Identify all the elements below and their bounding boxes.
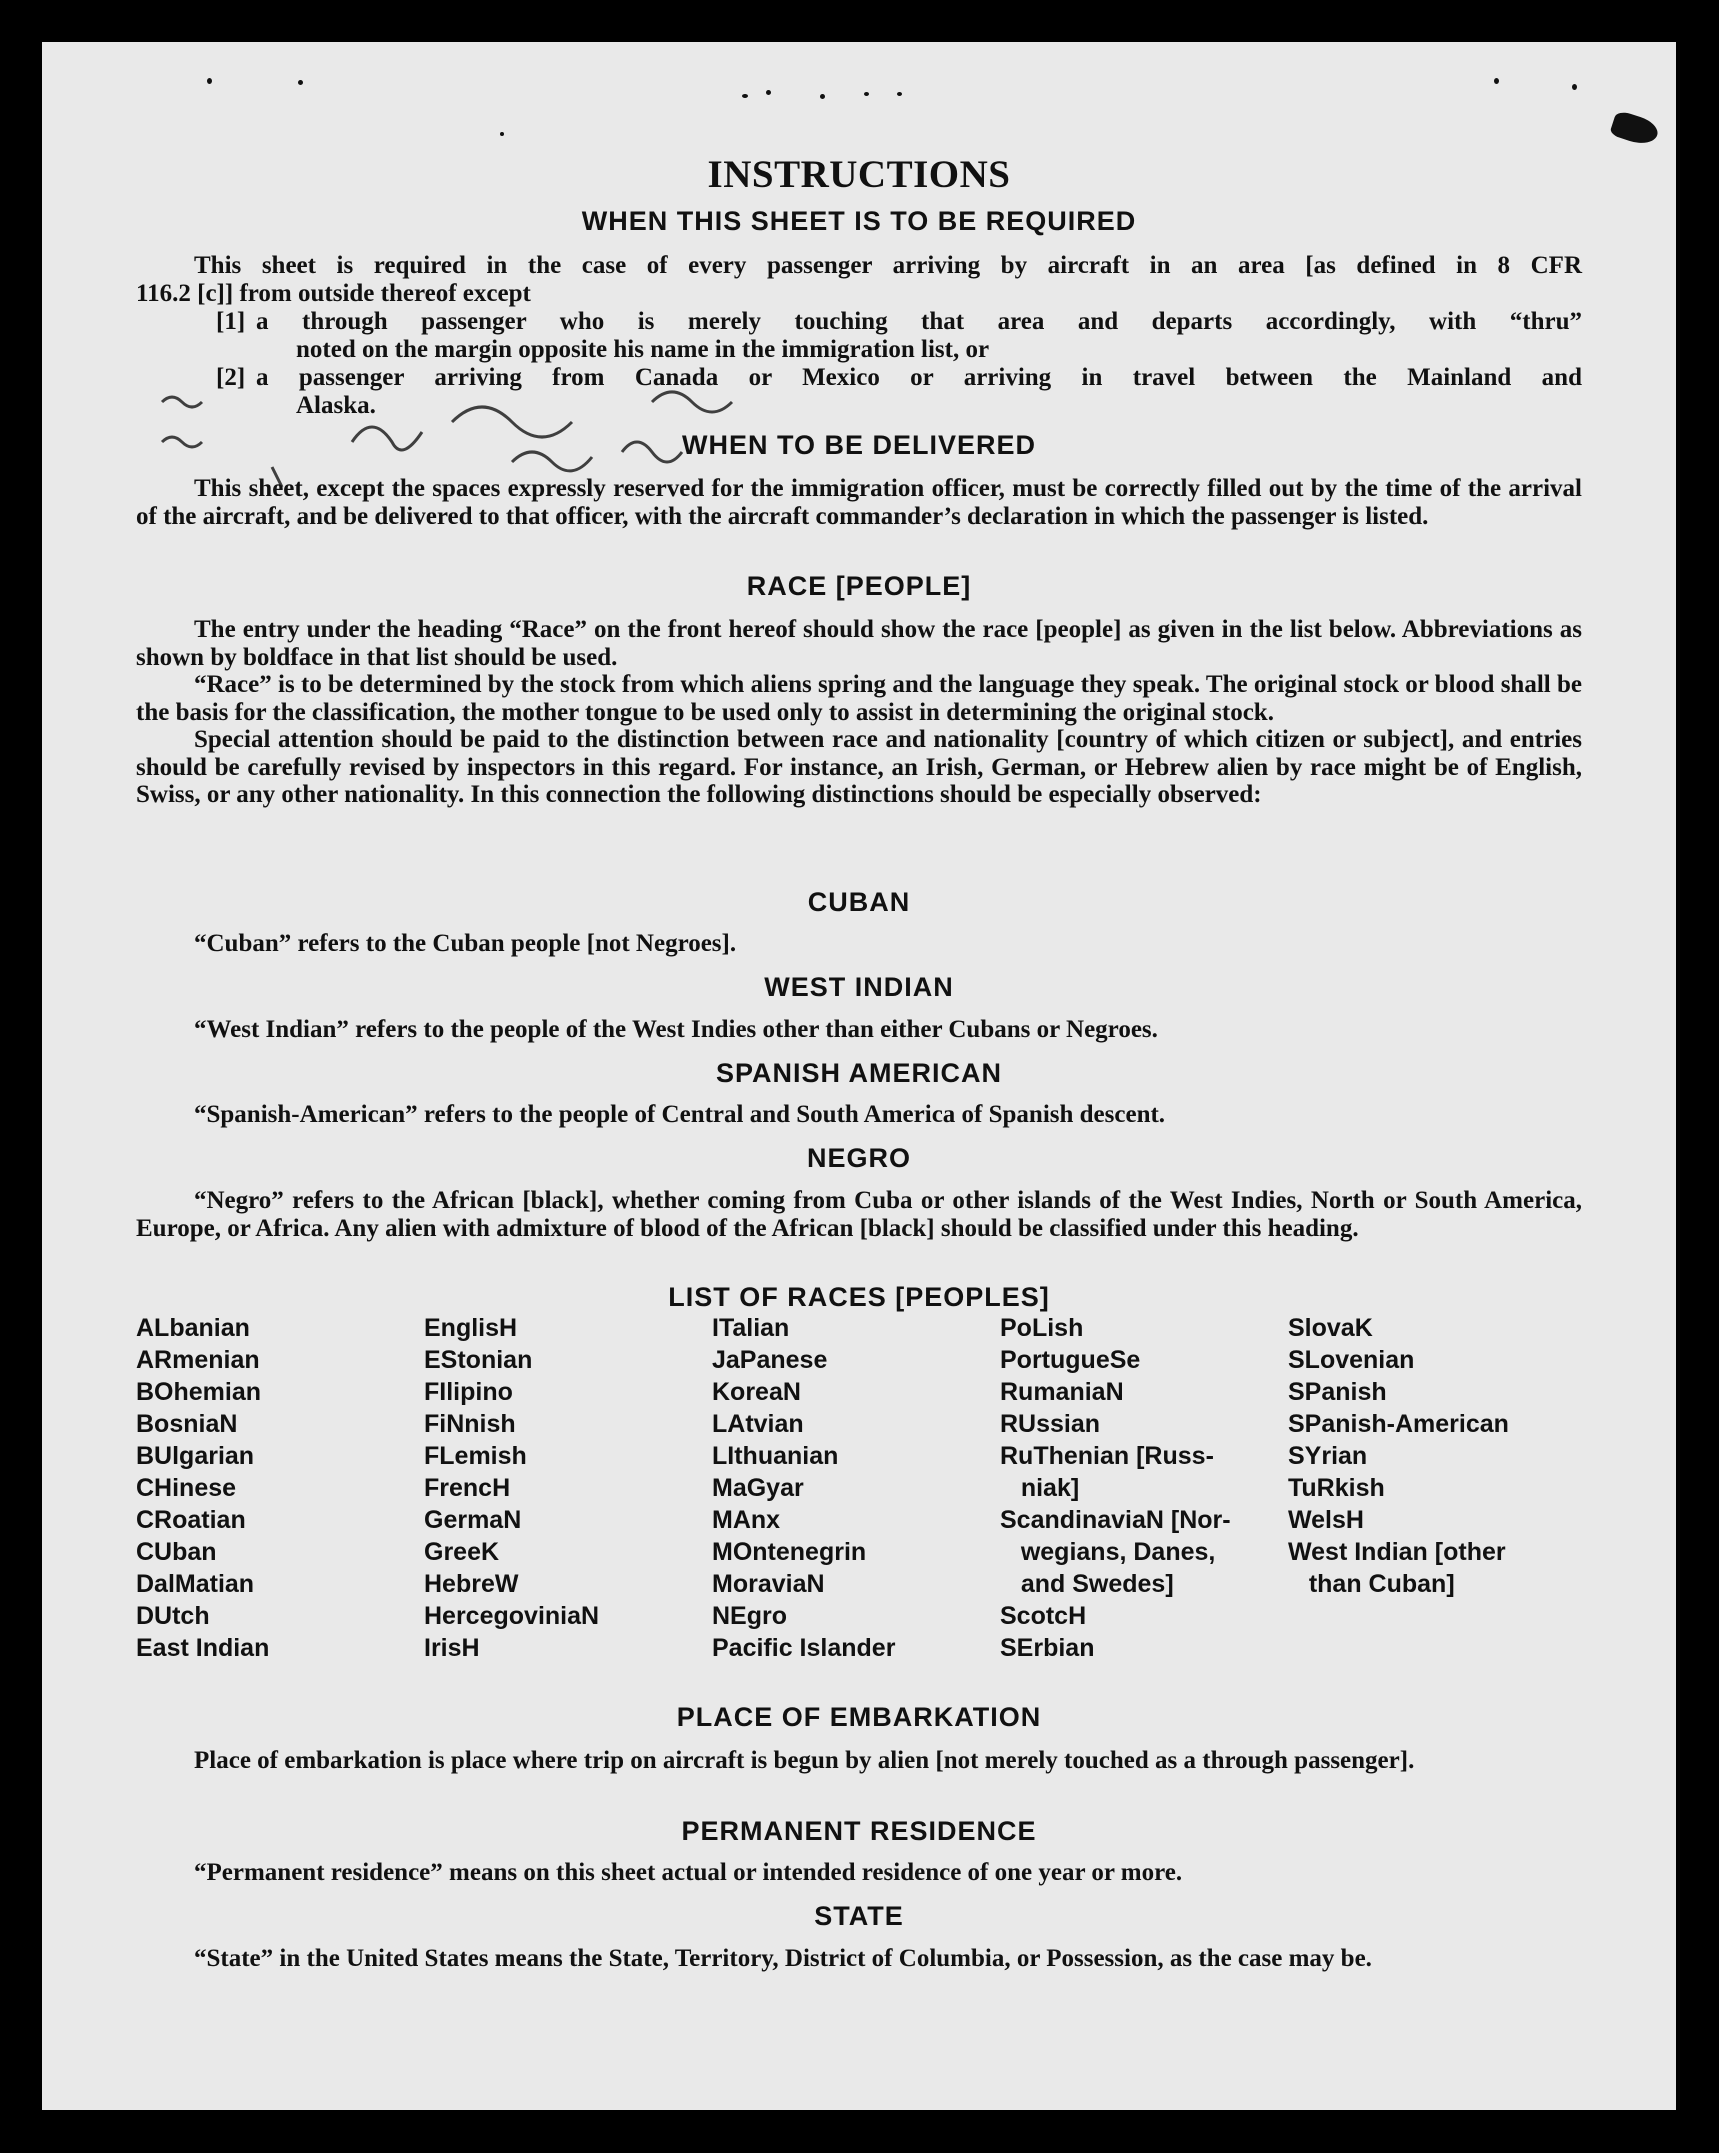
exception-item-2 [216,364,1582,419]
ink-speck [820,94,825,99]
race-entry: FiNnish [424,1410,516,1438]
exception-item-text: a through passenger who is merely touching that area and departs accordingly, with “thru” [256,308,1582,335]
race-entry: CHinese [136,1474,237,1502]
heading-cuban: CUBAN [807,887,911,917]
ink-speck [500,132,504,136]
race-entry: DUtch [136,1602,210,1630]
race-entry: SlovaK [1288,1314,1373,1342]
paragraph-text: “Race” is to be determined by the stock from which aliens spring and the language they speak. The original stock or blood shall be the basis for the classification, the mother tongue to be used only to assist in determining the original stock. [136,671,1582,726]
paragraph-text: This sheet, except the spaces expressly reserved for the immigration officer, must be correctly filled out by the time of the arrival of the aircraft, and be delivered to that officer, with the aircraft commander’s declaration in which the passenger is listed. [136,475,1582,530]
paragraph-text: “Negro” refers to the African [black], whether coming from Cuba or other islands of the West Indies, North or South America, Europe, or Africa. Any alien with admixture of blood of the African [black] should be classified under this heading. [136,1187,1582,1242]
ink-speck [1572,84,1577,90]
races-list [136,1312,1616,1712]
race-entry: Pacific Islander [712,1634,896,1662]
negro-paragraph [136,1187,1582,1242]
heading-list-of-races: LIST OF RACES [PEOPLES] [668,1282,1050,1312]
required-intro-line-1: This sheet is required in the case of every passenger arriving by aircraft in an area [as defined in 8 CFR [194,252,1582,279]
heading-place-of-embarkation: PLACE OF EMBARKATION [676,1702,1042,1732]
race-entry: SErbian [1000,1634,1095,1662]
race-entry: EStonian [424,1346,533,1374]
paragraph-text: Place of embarkation is place where trip on aircraft is begun by alien [not merely touched as a through passenger]. [194,1747,1415,1774]
race-entry: ARmenian [136,1346,260,1374]
race-entry: LAtvian [712,1410,804,1438]
delivered-paragraph [136,475,1582,530]
race-entry: JaPanese [712,1346,828,1374]
paragraph-text: “Permanent residence” means on this sheet actual or intended residence of one year or more. [194,1859,1183,1886]
race-entry: FrencH [424,1474,511,1502]
heading-state: STATE [814,1901,904,1931]
race-entry: ScotcH [1000,1602,1087,1630]
heading-when-delivered: WHEN TO BE DELIVERED [681,430,1037,460]
race-entry: ScandinaviaN [Nor- [1000,1506,1231,1534]
spanish-american-paragraph [136,1101,1582,1129]
race-entry: MAnx [712,1506,781,1534]
race-entry: KoreaN [712,1378,801,1406]
race-entry: MoraviaN [712,1570,825,1598]
exception-item-1 [216,308,1582,363]
ink-speck [742,94,748,98]
race-entry: East Indian [136,1634,270,1662]
paragraph-text: “Cuban” refers to the Cuban people [not Negroes]. [194,930,737,957]
race-entry: than Cuban] [1288,1570,1455,1598]
race-entry: TuRkish [1288,1474,1385,1502]
ink-blot [1609,110,1661,149]
race-entry: SPanish [1288,1378,1387,1406]
heading-west-indian: WEST INDIAN [764,972,954,1002]
races-column-3 [712,1312,1002,1664]
race-entry: MOntenegrin [712,1538,867,1566]
race-entry: CUban [136,1538,217,1566]
race-entry: GreeK [424,1538,500,1566]
races-column-4 [1000,1312,1290,1664]
paragraph-text: Special attention should be paid to the distinction between race and nationality [country of which citizen or subject], and entries should be carefully revised by inspectors in this regard. For instance, an Irish, German, or Hebrew alien by race might be of English, Swiss, or any other nationality. In this connection the following distinctions should be especially observed: [136,726,1582,808]
paragraph-text: The entry under the heading “Race” on the front hereof should show the race [people] as given in the list below. Abbreviations as shown by boldface in that list should be used. [136,616,1582,671]
heading-race: RACE [PEOPLE] [746,571,972,601]
race-entry: PoLish [1000,1314,1084,1342]
heading-when-required: WHEN THIS SHEET IS TO BE REQUIRED [581,206,1137,236]
race-entry: CRoatian [136,1506,246,1534]
ink-speck [897,92,902,96]
race-entry: IrisH [424,1634,480,1662]
race-entry: ALbanian [136,1314,250,1342]
cuban-paragraph [136,930,1582,958]
race-entry: BUlgarian [136,1442,255,1470]
exception-item-number: [2] [216,364,246,391]
exception-item-text: Alaska. [296,391,376,419]
race-entry: HebreW [424,1570,519,1598]
paragraph-text: “State” in the United States means the State, Territory, District of Columbia, or Possession, as the case may be. [194,1945,1372,1972]
embarkation-paragraph [136,1747,1582,1775]
ink-speck [298,80,303,85]
paragraph-text: “Spanish-American” refers to the people of Central and South America of Spanish descent. [194,1101,1166,1128]
race-entry: FIlipino [424,1378,513,1406]
heading-negro: NEGRO [806,1143,911,1173]
race-entry: PortugueSe [1000,1346,1141,1374]
exception-item-number: [1] [216,308,246,335]
exception-item-text: noted on the margin opposite his name in the immigration list, or [296,335,990,363]
race-entry: MaGyar [712,1474,804,1502]
document-page [42,42,1676,2110]
residence-paragraph [136,1859,1582,1887]
race-entry: EnglisH [424,1314,518,1342]
race-entry: RuThenian [Russ- [1000,1442,1214,1470]
ink-speck [1494,78,1499,84]
ink-speck [207,78,212,84]
race-entry: LIthuanian [712,1442,839,1470]
race-entry: SYrian [1288,1442,1368,1470]
race-entry: GermaN [424,1506,522,1534]
race-entry: BOhemian [136,1378,262,1406]
page-title: INSTRUCTIONS [707,153,1011,196]
paragraph-text: “West Indian” refers to the people of the West Indies other than either Cubans or Negroes. [194,1016,1158,1043]
heading-spanish-american: SPANISH AMERICAN [715,1058,1002,1088]
race-entry: DalMatian [136,1570,255,1598]
required-intro-line-2: 116.2 [c]] from outside thereof except [136,280,531,307]
west-indian-paragraph [136,1016,1582,1044]
race-entry: ITalian [712,1314,790,1342]
race-entry: SPanish-American [1288,1410,1509,1438]
race-entry: SLovenian [1288,1346,1415,1374]
heading-permanent-residence: PERMANENT RESIDENCE [681,1816,1037,1846]
ink-speck [766,90,771,95]
race-entry: RUssian [1000,1410,1101,1438]
race-entry: West Indian [other [1288,1538,1506,1566]
race-entry: wegians, Danes, [1000,1538,1216,1566]
races-column-1 [136,1312,426,1664]
race-entry: NEgro [712,1602,787,1630]
race-entry: FLemish [424,1442,527,1470]
races-column-5 [1288,1312,1578,1600]
race-entry: RumaniaN [1000,1378,1124,1406]
race-entry: niak] [1000,1474,1080,1502]
race-entry: HercegoviniaN [424,1602,600,1630]
race-paragraphs [136,616,1582,809]
ink-speck [864,92,869,96]
exception-item-text: a passenger arriving from Canada or Mexico or arriving in travel between the Mainland and [256,364,1582,391]
race-entry: BosniaN [136,1410,238,1438]
race-entry: and Swedes] [1000,1570,1174,1598]
races-column-2 [424,1312,714,1664]
race-entry: WelsH [1288,1506,1364,1534]
state-paragraph [136,1945,1582,1973]
